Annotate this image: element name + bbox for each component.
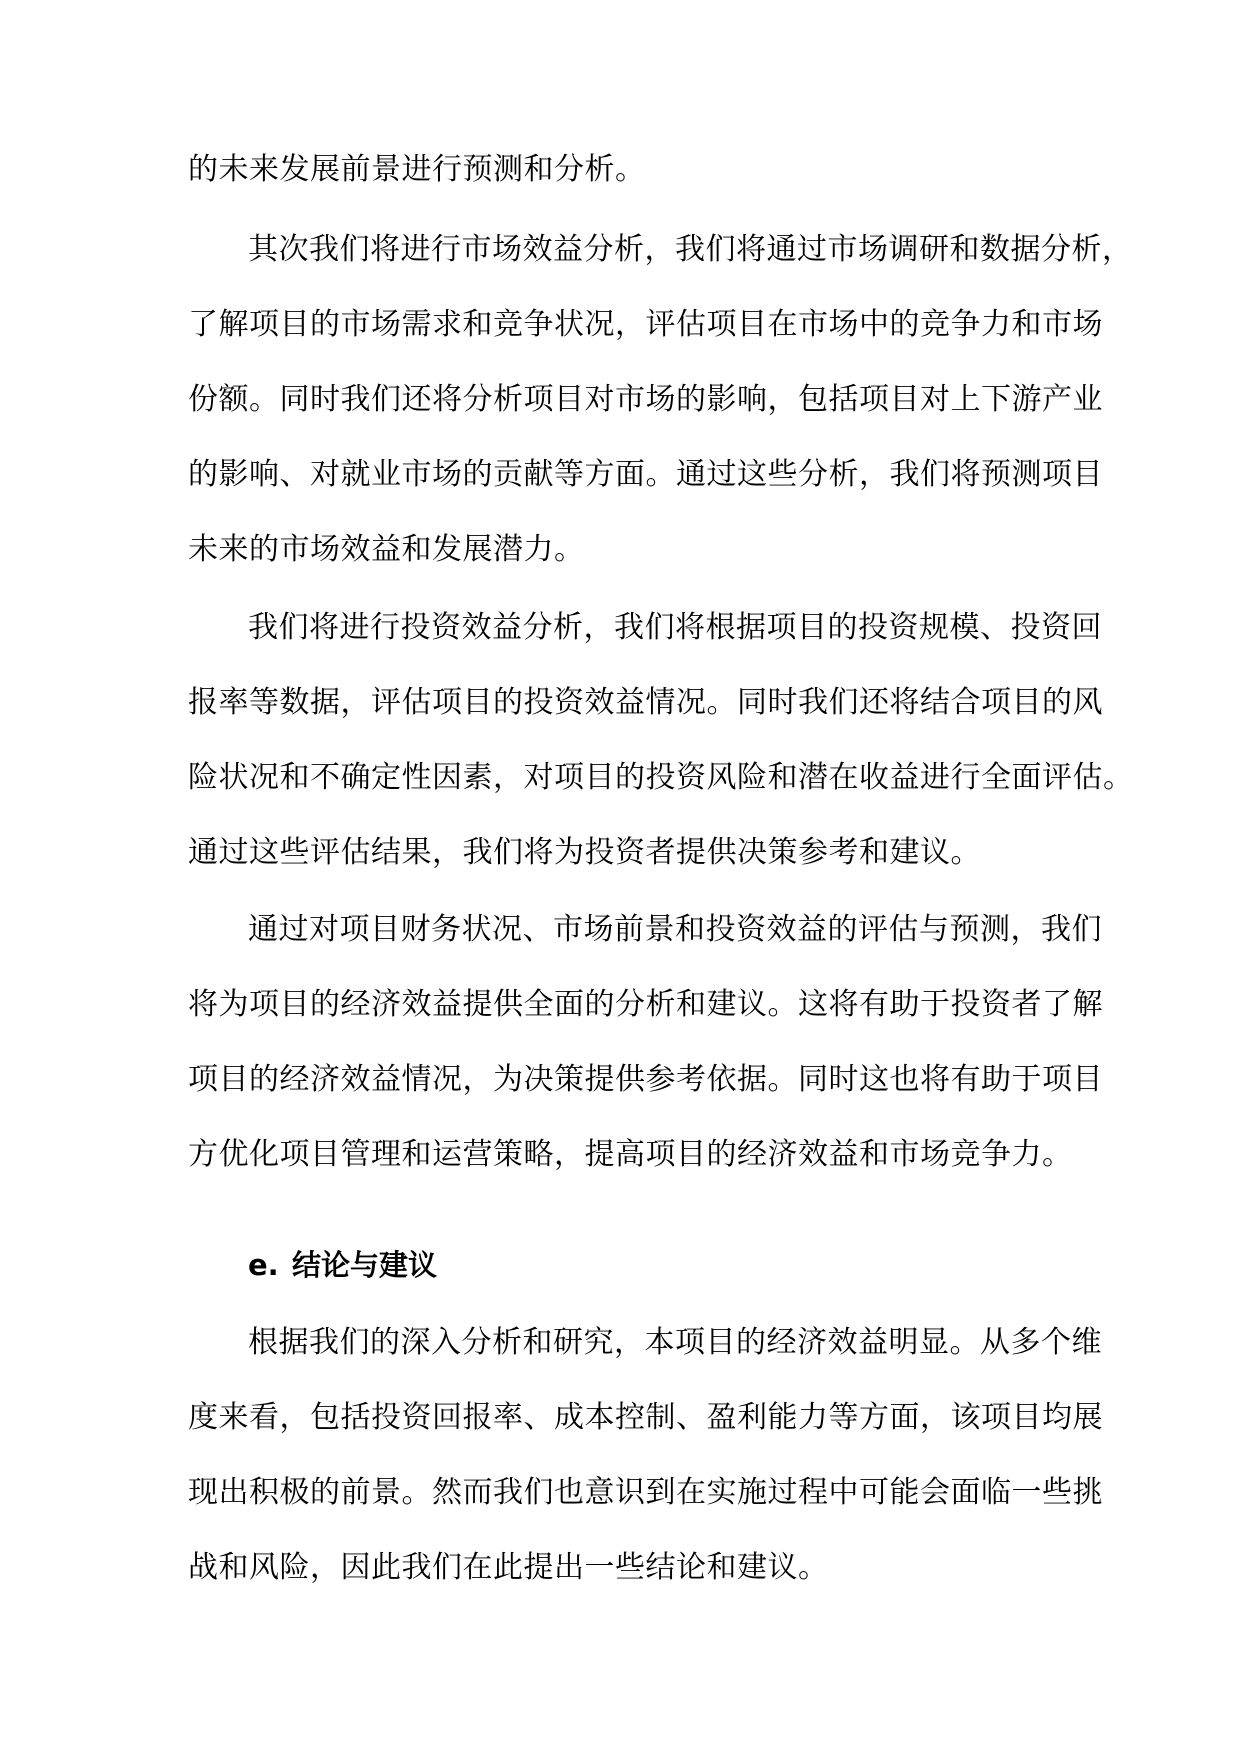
paragraph-line: 报率等数据，评估项目的投资效益情况。同时我们还将结合项目的风 xyxy=(188,685,1103,720)
paragraph-line: 其次我们将进行市场效益分析，我们将通过市场调研和数据分析， xyxy=(248,232,1133,267)
paragraph-line: 我们将进行投资效益分析，我们将根据项目的投资规模、投资回 xyxy=(248,610,1102,645)
paragraph-line: 方优化项目管理和运营策略，提高项目的经济效益和市场竞争力。 xyxy=(188,1137,1073,1172)
paragraph-line: 战和风险，因此我们在此提出一些结论和建议。 xyxy=(188,1550,829,1585)
paragraph-line: 通过这些评估结果，我们将为投资者提供决策参考和建议。 xyxy=(188,835,981,870)
paragraph-line: 现出积极的前景。然而我们也意识到在实施过程中可能会面临一些挑 xyxy=(188,1475,1103,1510)
paragraph-line: 的影响、对就业市场的贡献等方面。通过这些分析，我们将预测项目 xyxy=(188,457,1103,492)
paragraph-line: 度来看，包括投资回报率、成本控制、盈利能力等方面，该项目均展 xyxy=(188,1400,1103,1435)
paragraph-line: 了解项目的市场需求和竞争状况，评估项目在市场中的竞争力和市场 xyxy=(188,307,1103,342)
paragraph-line: 的未来发展前景进行预测和分析。 xyxy=(188,152,646,187)
paragraph-line: 根据我们的深入分析和研究，本项目的经济效益明显。从多个维 xyxy=(248,1325,1102,1360)
section-heading xyxy=(248,1245,437,1285)
paragraph-line: 份额。同时我们还将分析项目对市场的影响，包括项目对上下游产业 xyxy=(188,382,1103,417)
paragraph-line: 险状况和不确定性因素，对项目的投资风险和潜在收益进行全面评估。 xyxy=(188,760,1134,795)
paragraph-line: 通过对项目财务状况、市场前景和投资效益的评估与预测，我们 xyxy=(248,912,1102,947)
paragraph-line: 项目的经济效益情况，为决策提供参考依据。同时这也将有助于项目 xyxy=(188,1062,1103,1097)
section-number: e. xyxy=(248,1248,279,1282)
paragraph-line: 未来的市场效益和发展潜力。 xyxy=(188,532,585,567)
section-title: 结论与建议 xyxy=(292,1248,438,1282)
paragraph-line: 将为项目的经济效益提供全面的分析和建议。这将有助于投资者了解 xyxy=(188,987,1103,1022)
